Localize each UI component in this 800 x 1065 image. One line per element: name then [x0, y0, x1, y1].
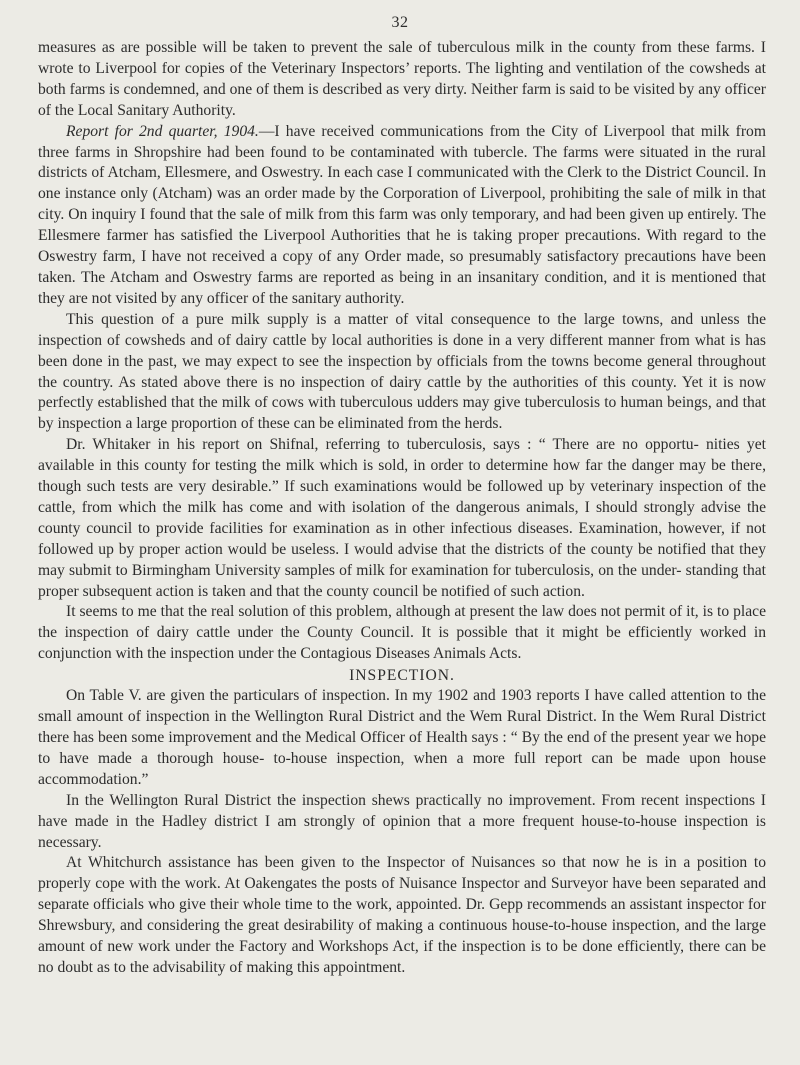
report-subheading: Report for 2nd quarter, 1904.: [66, 122, 259, 140]
paragraph-2-text: —I have received communications from the City of Liverpool that milk from three farms in Shropshire had been found to be contaminated with tubercle. The farms were situated in the rural districts of Atcham, Ellesmere, and Oswestry. In each case I communicated with the Clerk to the District Council. In one instance only (Atcham) was an order made by the Corporation of Liverpool, prohibiting the sale of milk in that city. On inquiry I found that the sale of milk from this farm was only temporary, and had been given up entirely. The Ellesmere farmer has satisfied the Liverpool Authorities that he is taking proper precautions. With regard to the Oswestry farm, I have not received a copy of any Order made, so presumably satisfactory precautions have been taken. The Atcham and Oswestry farms are reported as being in an insanitary condition, and it is mentioned that they are not visited by any officer of the sanitary authority.: [38, 122, 766, 307]
paragraph-4: Dr. Whitaker in his report on Shifnal, referring to tuberculosis, says : “ There are no opportu- nities yet available in this county for testing the milk which is sold, in order to determine how far the danger may be there, though such tests are very desirable.” If such examinations would be followed up by veterinary inspection of the cattle, from which the milk has come and with isolation of the dangerous animals, I should strongly advise the county council to provide facilities for examination as in other infectious diseases. Examination, however, if not followed up by proper action would be useless. I would advise that the districts of the county be notified that they may submit to Birmingham University samples of milk for examination for tuberculosis, on the under- standing that proper subsequent action is taken and that the county council be notified of such action.: [38, 436, 766, 600]
page-number: 32: [391, 14, 409, 31]
paragraph-5: It seems to me that the real solution of this problem, although at present the law does not permit of it, is to place the inspection of dairy cattle under the County Council. It is possible that it might be efficiently worked in conjunction with the inspection under the Contagious Diseases Animals Acts.: [38, 603, 766, 663]
body-text: [38, 38, 766, 979]
section-heading-inspection: INSPECTION.: [349, 667, 455, 685]
paragraph-3: This question of a pure milk supply is a matter of vital consequence to the large towns, and unless the inspection of cowsheds and of dairy cattle by local authorities is done in a very different manner from what is has been done in the past, we may expect to see the inspection by officials from the towns become general throughout the country. As stated above there is no inspection of dairy cattle by the authorities of this county. Yet it is now perfectly established that the milk of cows with tuberculous udders may give tuberculosis to human beings, and that by inspection a large proportion of these can be eliminated from the herds.: [38, 310, 766, 433]
paragraph-2: [38, 122, 766, 310]
inspection-paragraph-3: At Whitchurch assistance has been given to the Inspector of Nuisances so that now he is in a position to properly cope with the work. At Oakengates the posts of Nuisance Inspector and Surveyor have been separated and separate officials who give their whole time to the work, appointed. Dr. Gepp recommends an assistant inspector for Shrewsbury, and considering the great desirability of making a continuous house-to-house inspection, and the large amount of new work under the Factory and Workshops Act, if the inspection is to be done efficiently, there can be no doubt as to the advisability of making this appointment.: [38, 854, 766, 976]
paragraph-1: measures as are possible will be taken to prevent the sale of tuberculous milk in the county from these farms. I wrote to Liverpool for copies of the Veterinary Inspectors’ reports. The lighting and ventilation of the cowsheds at both farms is condemned, and one of them is described as very dirty. Neither farm is said to be visited by any officer of the Local Sanitary Authority.: [38, 39, 766, 119]
inspection-paragraph-1: On Table V. are given the particulars of inspection. In my 1902 and 1903 reports I have called attention to the small amount of inspection in the Wellington Rural District and the Wem Rural District. In the Wem Rural District there has been some improvement and the Medical Officer of Health says : “ By the end of the present year we hope to have made a thorough house- to-house inspection, when a more full report can be made upon house accommodation.”: [38, 687, 766, 788]
inspection-paragraph-2: In the Wellington Rural District the inspection shews practically no improvement. From recent inspections I have made in the Hadley district I am strongly of opinion that a more frequent house-to-house inspection is necessary.: [38, 791, 766, 851]
